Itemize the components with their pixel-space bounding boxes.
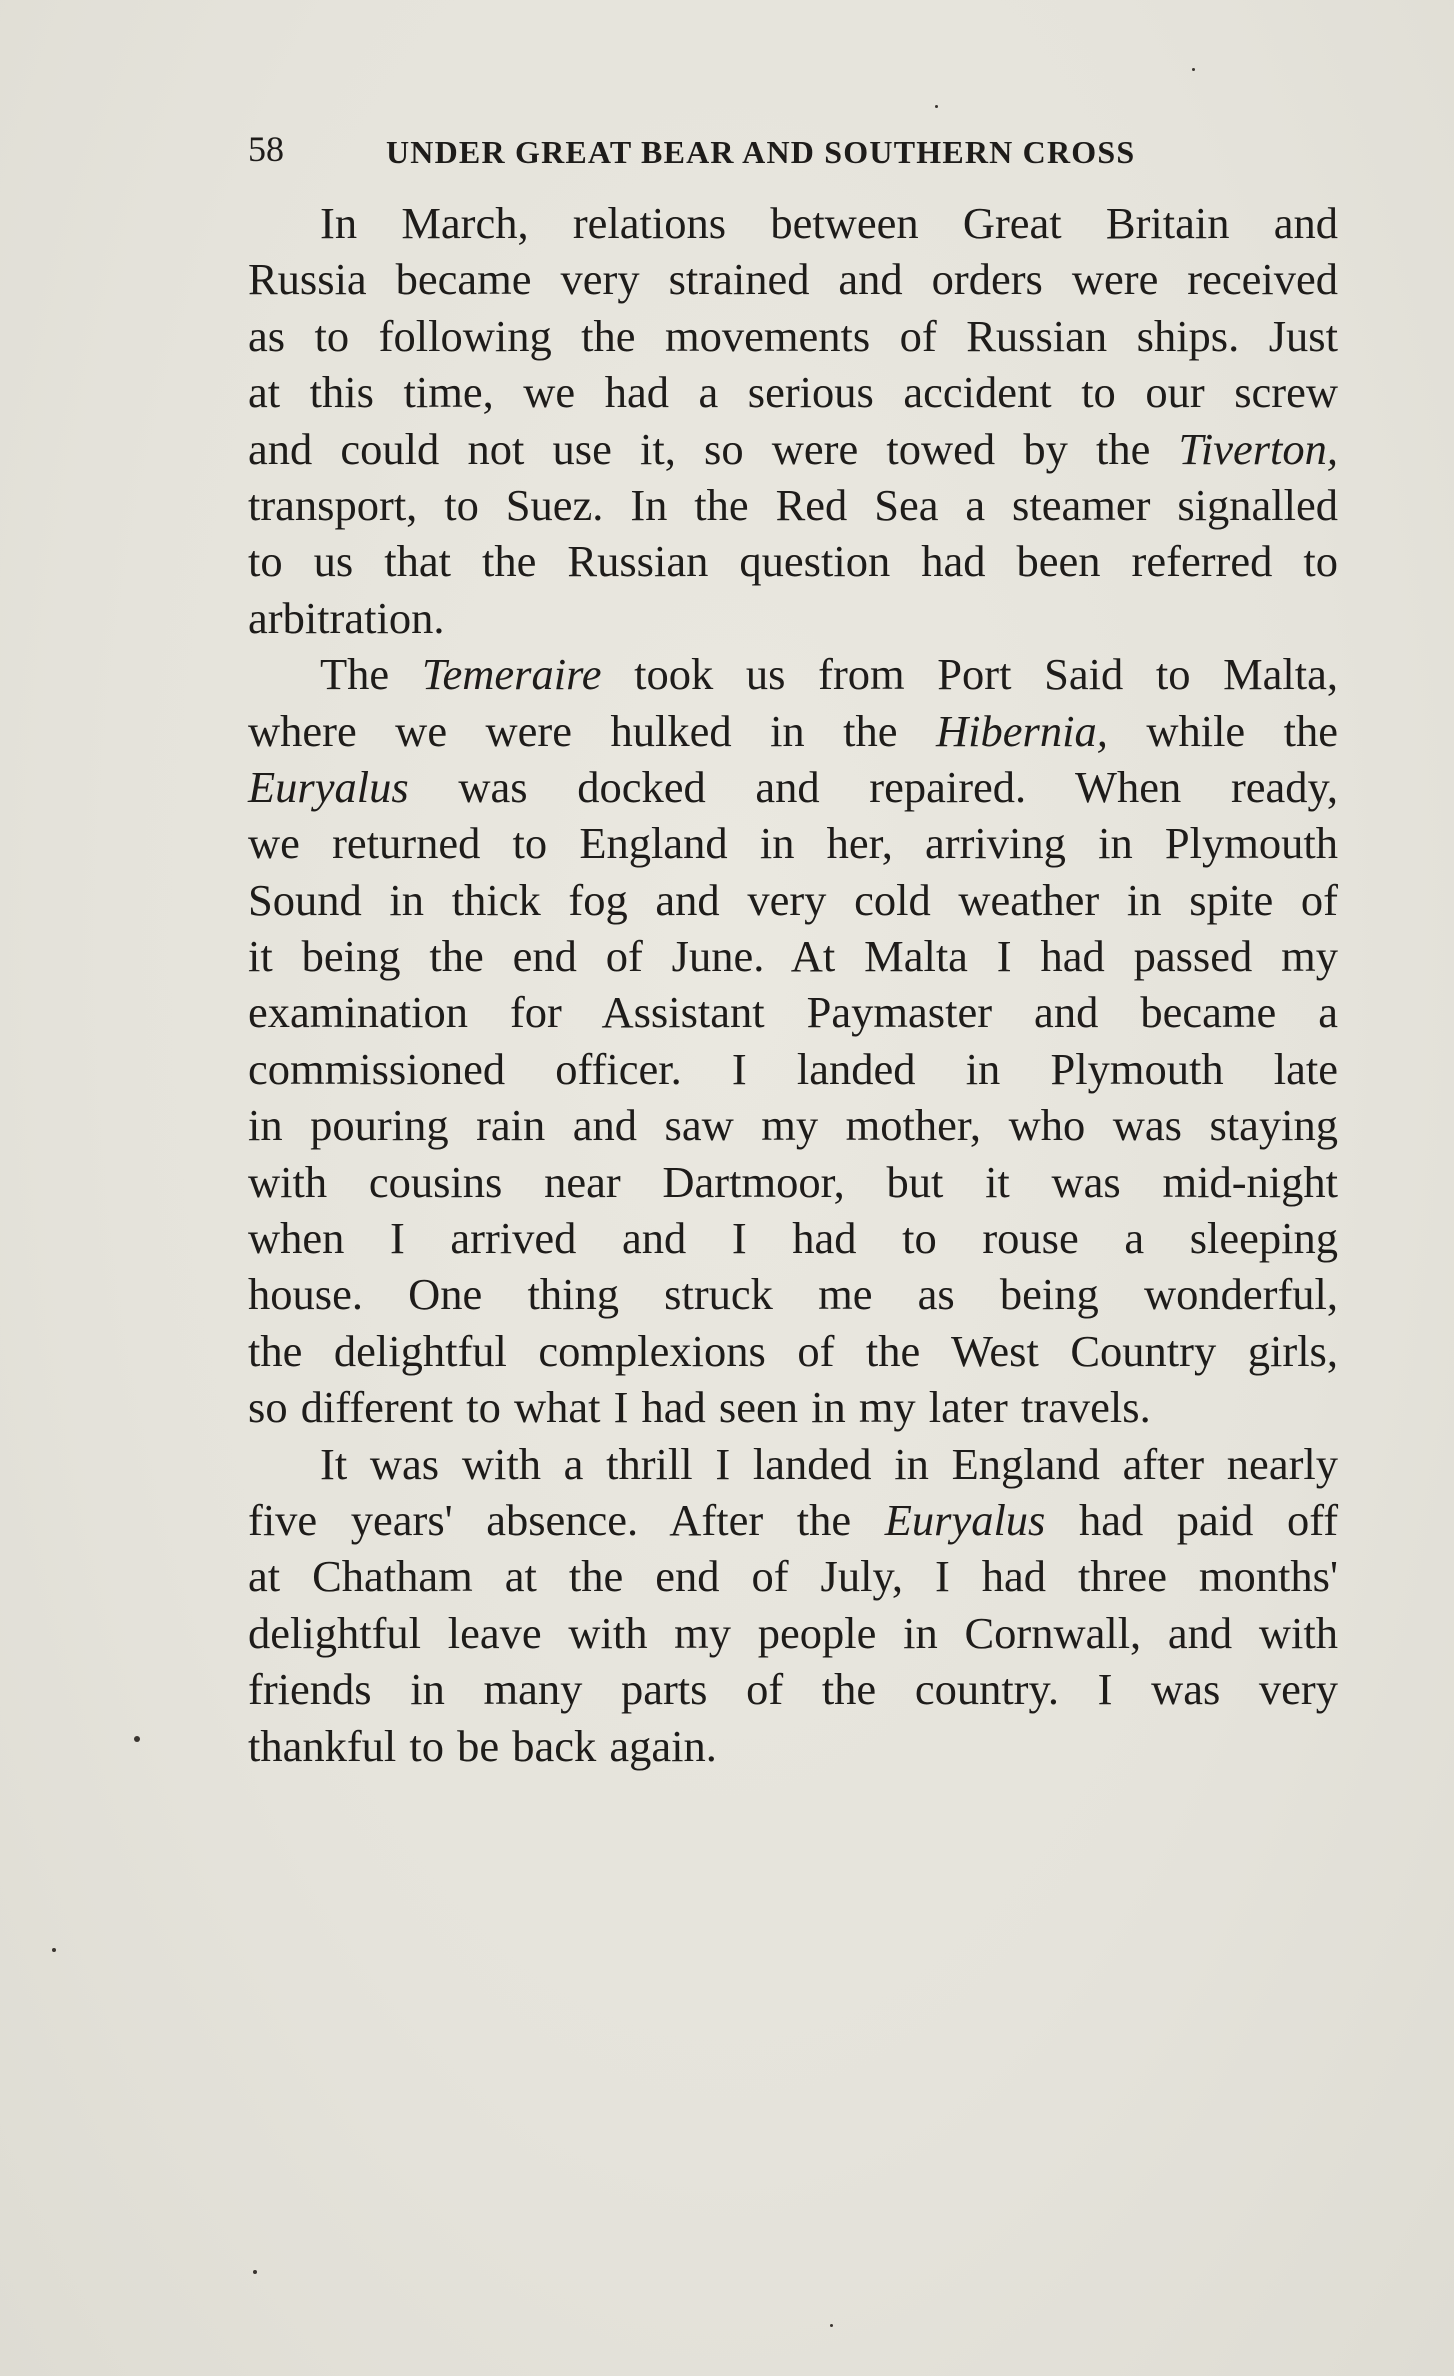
page-number: 58: [248, 129, 284, 169]
text-line: Sound in thick fog and very cold weather in spite of: [248, 874, 1338, 925]
ship-name: Euryalus: [884, 1494, 1046, 1545]
paragraph-2: [248, 646, 1338, 1435]
text-run: was docked and repaired. When ready,: [458, 761, 1339, 812]
body-text: [248, 195, 1338, 1774]
paragraph-1: [248, 195, 1338, 646]
text-run: had paid off: [1078, 1494, 1339, 1545]
text-line: the delightful complexions of the West Country girls,: [248, 1325, 1338, 1376]
text-line: with cousins near Dartmoor, but it was mid-night: [248, 1156, 1338, 1207]
text-line: so different to what I had seen in my later travels.: [248, 1382, 1151, 1433]
ship-name: Temeraire: [421, 649, 602, 700]
paragraph-3: [248, 1436, 1338, 1774]
text-line: at Chatham at the end of July, I had three months': [248, 1551, 1338, 1602]
text-run: took us from Port Said to Malta,: [634, 649, 1339, 700]
text-line: Russia became very strained and orders were received: [248, 254, 1338, 305]
text-line: to us that the Russian question had been referred to: [248, 536, 1338, 587]
paper-speck: [1192, 68, 1195, 71]
text-run: five years' absence. After the: [248, 1494, 852, 1545]
paper-speck: [935, 105, 938, 108]
text-line: delightful leave with my people in Cornwall, and with: [248, 1607, 1338, 1658]
text-line: transport, to Suez. In the Red Sea a steamer signalled: [248, 479, 1338, 530]
text-line: friends in many parts of the country. I was very: [248, 1664, 1338, 1715]
text-line: In March, relations between Great Britain and: [320, 198, 1338, 248]
text-run: The: [320, 649, 390, 700]
paper-speck: [52, 1948, 56, 1952]
ship-name: Tiverton,: [1178, 423, 1339, 474]
text-line: arbitration.: [248, 592, 445, 643]
ship-name: Hibernia,: [936, 705, 1108, 756]
running-head: UNDER GREAT BEAR AND SOUTHERN CROSS: [386, 134, 1136, 170]
text-line: at this time, we had a serious accident to our screw: [248, 367, 1338, 418]
text-line: [248, 703, 1338, 759]
text-line: it being the end of June. At Malta I had passed my: [248, 931, 1338, 982]
text-line: [248, 1492, 1338, 1548]
text-line: [248, 646, 1338, 702]
paper-speck: [134, 1736, 140, 1742]
text-line: commissioned officer. I landed in Plymouth late: [248, 1043, 1338, 1094]
text-line: examination for Assistant Paymaster and became a: [248, 987, 1338, 1038]
page-header: [248, 128, 1204, 172]
text-line: [248, 421, 1338, 477]
text-line: when I arrived and I had to rouse a sleeping: [248, 1213, 1338, 1264]
ship-name: Euryalus: [248, 761, 409, 812]
text-line: house. One thing struck me as being wonderful,: [248, 1269, 1338, 1320]
text-run: and could not use it, so were towed by the: [248, 423, 1151, 474]
text-line: It was with a thrill I landed in England after nearly: [320, 1438, 1338, 1489]
text-line: thankful to be back again.: [248, 1720, 717, 1771]
text-run: where we were hulked in the: [248, 705, 898, 756]
text-line: we returned to England in her, arriving in Plymouth: [248, 818, 1338, 869]
text-line: [248, 759, 1338, 815]
paper-speck: [830, 2324, 833, 2327]
paper-speck: [253, 2270, 257, 2274]
text-line: as to following the movements of Russian ships. Just: [248, 310, 1338, 361]
text-line: in pouring rain and saw my mother, who was staying: [248, 1100, 1338, 1151]
text-run: while the: [1146, 705, 1339, 756]
